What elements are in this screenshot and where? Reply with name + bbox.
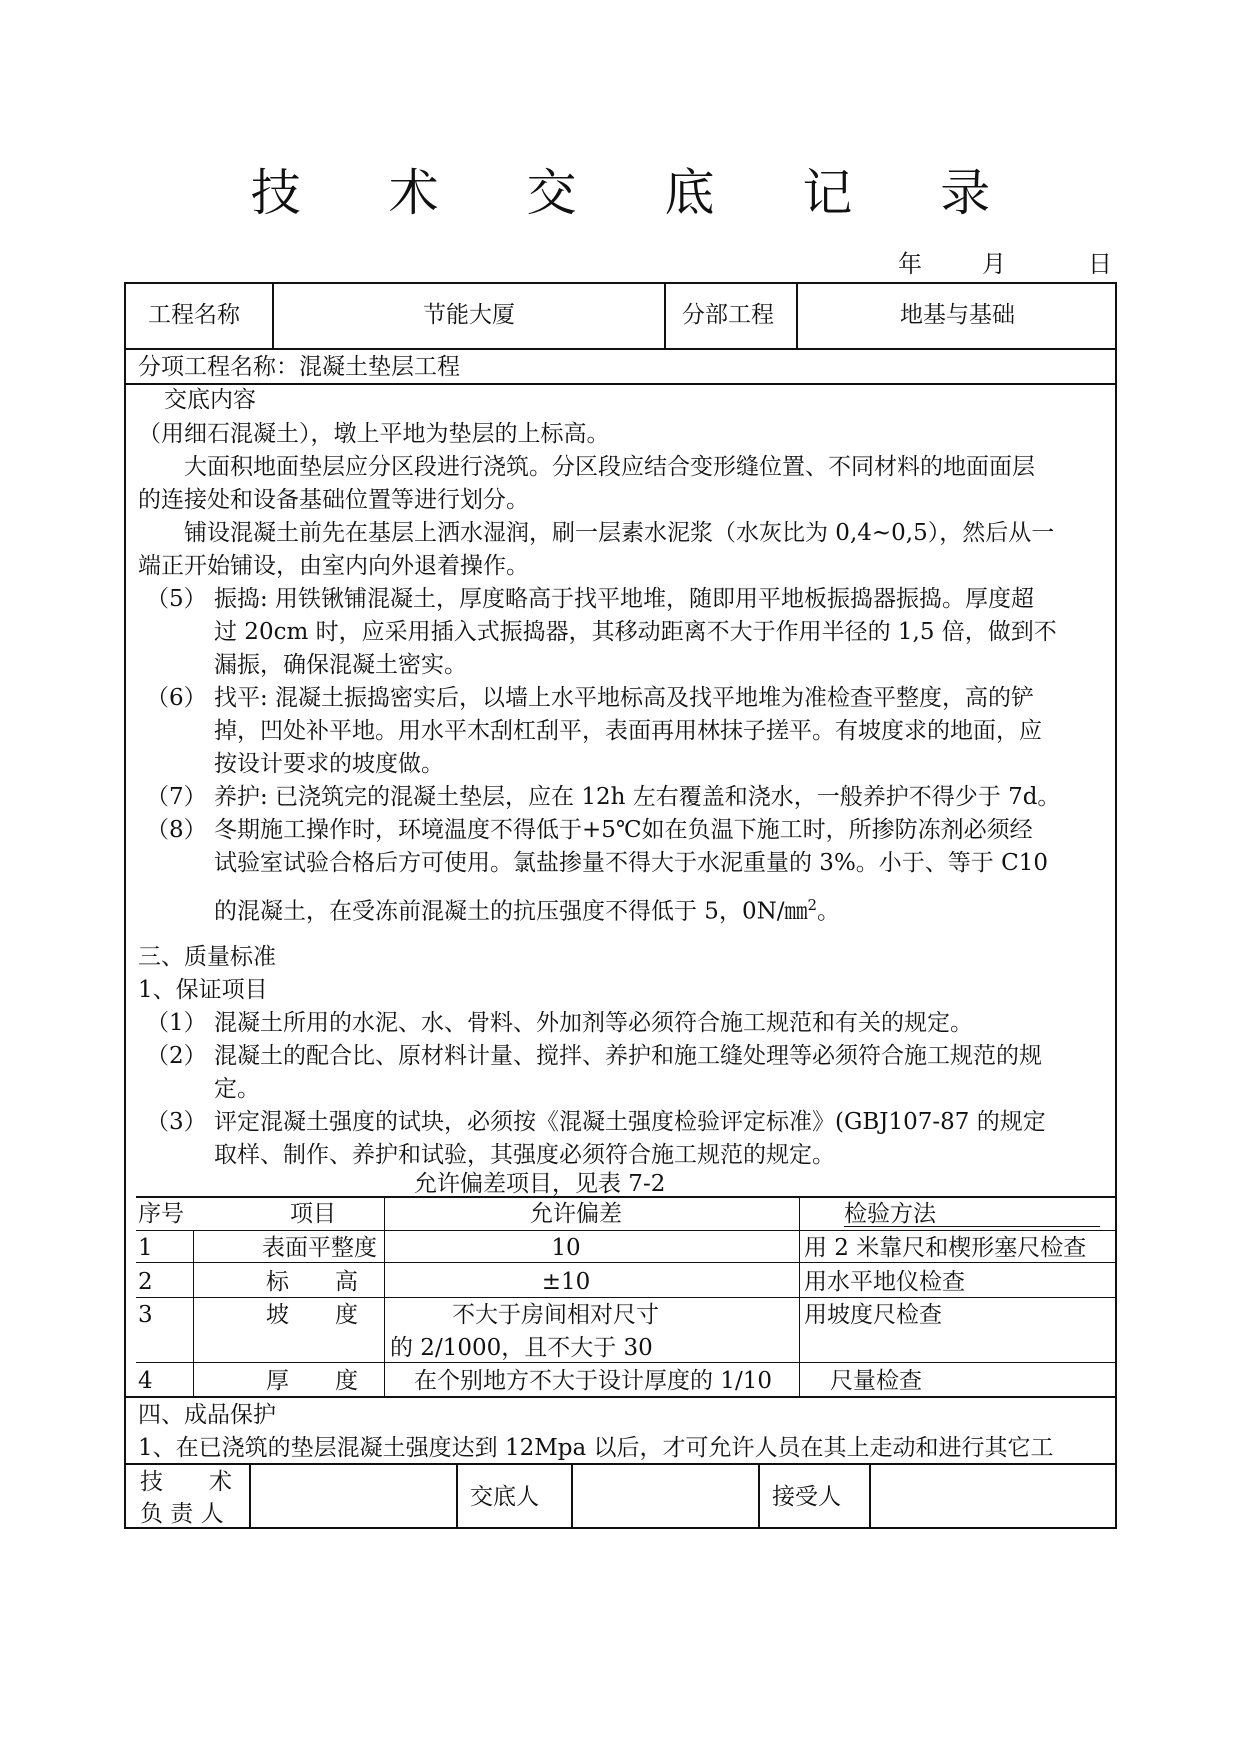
- rule-sig-col4: [758, 1463, 760, 1529]
- tech-lead-label: 技 术: [140, 1469, 232, 1495]
- rule-tolerance-row3: [136, 1362, 1117, 1363]
- tol-row-tolerance: ±10: [541, 1269, 591, 1295]
- item-text: 漏振，确保混凝土密实。: [214, 652, 467, 678]
- item-number: （8）: [146, 817, 207, 843]
- content-line: 铺设混凝土前先在基层上洒水湿润，刷一层素水泥浆（水灰比为 0,4~0,5），然后从一: [184, 520, 1055, 546]
- item-text: 混凝土的配合比、原材料计量、搅拌、养护和施工缝处理等必须符合施工规范的规: [214, 1043, 1042, 1069]
- tol-row-method: 用坡度尺检查: [804, 1302, 942, 1328]
- rule-tolerance-row2: [136, 1297, 1117, 1298]
- tol-row-method: 尺量检查: [830, 1368, 922, 1394]
- rule-sig-col1: [249, 1463, 251, 1529]
- receiver-label: 接受人: [772, 1484, 841, 1510]
- item-text: 振捣: 用铁锹铺混凝土，厚度略高于找平地堆，随即用平地板振捣器振捣。厚度超: [214, 586, 1035, 612]
- content-line: 大面积地面垫层应分区段进行浇筑。分区段应结合变形缝位置、不同材料的地面面层: [184, 454, 1035, 480]
- tol-row-method: 用 2 米靠尺和楔形塞尺检查: [804, 1235, 1087, 1261]
- tol-row-item: 标 高: [266, 1269, 358, 1295]
- item-text: [214, 898, 840, 924]
- item-text: 找平: 混凝土振捣密实后，以墙上水平地标高及找平地堆为准检查平整度，高的铲: [214, 685, 1035, 711]
- date-day-label: 日: [1088, 250, 1112, 278]
- item-number: （2）: [146, 1043, 207, 1069]
- item-text: 取样、制作、养护和试验，其强度必须符合施工规范的规定。: [214, 1142, 835, 1168]
- content-line: （用细石混凝土），墩上平地为垫层的上标高。: [138, 421, 610, 447]
- content-line: 端正开始铺设，由室内向外退着操作。: [138, 553, 529, 579]
- date-year-label: 年: [898, 250, 922, 278]
- rule-tolerance-bottom: [124, 1396, 1117, 1398]
- tol-header-method: 检验方法: [844, 1201, 936, 1227]
- tol-header-item: 项目: [290, 1201, 336, 1227]
- date-month-label: 月: [982, 250, 1006, 278]
- tol-row-tolerance: 在个别地方不大于设计厚度的 1/10: [414, 1368, 772, 1394]
- item-number: （7）: [146, 784, 207, 810]
- tol-row-no: 4: [138, 1368, 153, 1394]
- rule-sig-col5: [869, 1463, 871, 1529]
- item-text: 按设计要求的坡度做。: [214, 751, 444, 777]
- subitem-name: 分项工程名称：混凝土垫层工程: [138, 354, 460, 380]
- rule-subitem-bottom: [124, 383, 1117, 385]
- item-text: 冬期施工操作时，环境温度不得低于+5℃如在负温下施工时，所掺防冻剂必须经: [214, 817, 1033, 843]
- protection-line: 1、在已浇筑的垫层混凝土强度达到 12Mpa 以后，才可允许人员在其上走动和进行其它工: [138, 1435, 1054, 1461]
- rule-tol-col1: [193, 1230, 194, 1396]
- tol-row-item: 坡 度: [266, 1302, 358, 1328]
- tol-row-tolerance: 10: [551, 1235, 581, 1261]
- tol-row-item: 厚 度: [266, 1368, 358, 1394]
- tol-header-method-underline: [844, 1226, 1100, 1227]
- item-text: 试验室试验合格后方可使用。氯盐掺量不得大于水泥重量的 3%。小于、等于 C10: [214, 850, 1048, 876]
- item-text: 养护: 已浇筑完的混凝土垫层，应在 12h 左右覆盖和浇水，一般养护不得少于 7d。: [214, 784, 1061, 810]
- content-line: 的连接处和设备基础位置等进行划分。: [138, 487, 529, 513]
- project-name-value: 节能大厦: [423, 302, 515, 328]
- quality-subheading: 1、保证项目: [138, 977, 268, 1003]
- superscript-two: 2: [807, 896, 817, 914]
- rule-tolerance-row1: [136, 1262, 1117, 1263]
- item-number: （6）: [146, 685, 207, 711]
- item-text-end: 。: [817, 898, 840, 925]
- project-name-label: 工程名称: [148, 302, 240, 328]
- protection-heading: 四、成品保护: [138, 1402, 276, 1428]
- division-value: 地基与基础: [900, 302, 1015, 328]
- item-text: 混凝土所用的水泥、水、骨料、外加剂等必须符合施工规范和有关的规定。: [214, 1010, 973, 1036]
- discloser-label: 交底人: [470, 1484, 539, 1510]
- item-text: 评定混凝土强度的试块，必须按《混凝土强度检验评定标准》(GBJ107-87 的规定: [214, 1109, 1046, 1135]
- rule-tol-col2: [384, 1196, 385, 1396]
- tol-row-item: 表面平整度: [262, 1235, 377, 1261]
- tol-row-method: 用水平地仪检查: [804, 1269, 965, 1295]
- rule-header-col2: [664, 282, 666, 348]
- rule-header-bottom: [124, 348, 1117, 350]
- tech-lead-label-cont: 负 责 人: [140, 1501, 224, 1527]
- rule-sig-col3: [571, 1463, 573, 1529]
- document-title: 技 术 交 底 记 录: [250, 164, 1027, 222]
- tol-row-tolerance: 不大于房间相对尺寸: [452, 1302, 659, 1328]
- rule-sig-col2: [456, 1463, 458, 1529]
- tol-row-no: 1: [138, 1235, 153, 1261]
- item-text: 掉，凹处补平地。用水平木刮杠刮平，表面再用林抹子搓平。有坡度求的地面，应: [214, 718, 1042, 744]
- tol-header-no: 序号: [138, 1201, 184, 1227]
- rule-signature-top: [124, 1463, 1117, 1465]
- tol-header-tolerance: 允许偏差: [530, 1201, 622, 1227]
- rule-tolerance-header: [136, 1230, 1117, 1231]
- tolerance-caption: 允许偏差项目，见表 7-2: [414, 1171, 666, 1197]
- quality-heading: 三、质量标准: [138, 944, 276, 970]
- item-number: （3）: [146, 1109, 207, 1135]
- item-text: 过 20cm 时，应采用插入式振捣器，其移动距离不大于作用半径的 1,5 倍，做到不: [214, 619, 1057, 645]
- item-number: （5）: [146, 586, 207, 612]
- tol-row-tolerance-cont: 的 2/1000，且不大于 30: [390, 1335, 653, 1361]
- item-text-part: 的混凝土，在受冻前混凝土的抗压强度不得低于 5，0N/㎜: [214, 898, 808, 925]
- tol-row-no: 3: [138, 1302, 153, 1328]
- division-label: 分部工程: [682, 302, 774, 328]
- content-heading: 交底内容: [164, 387, 256, 413]
- rule-tol-col3: [799, 1196, 800, 1396]
- item-text: 定。: [214, 1076, 260, 1102]
- tol-row-no: 2: [138, 1269, 153, 1295]
- item-number: （1）: [146, 1010, 207, 1036]
